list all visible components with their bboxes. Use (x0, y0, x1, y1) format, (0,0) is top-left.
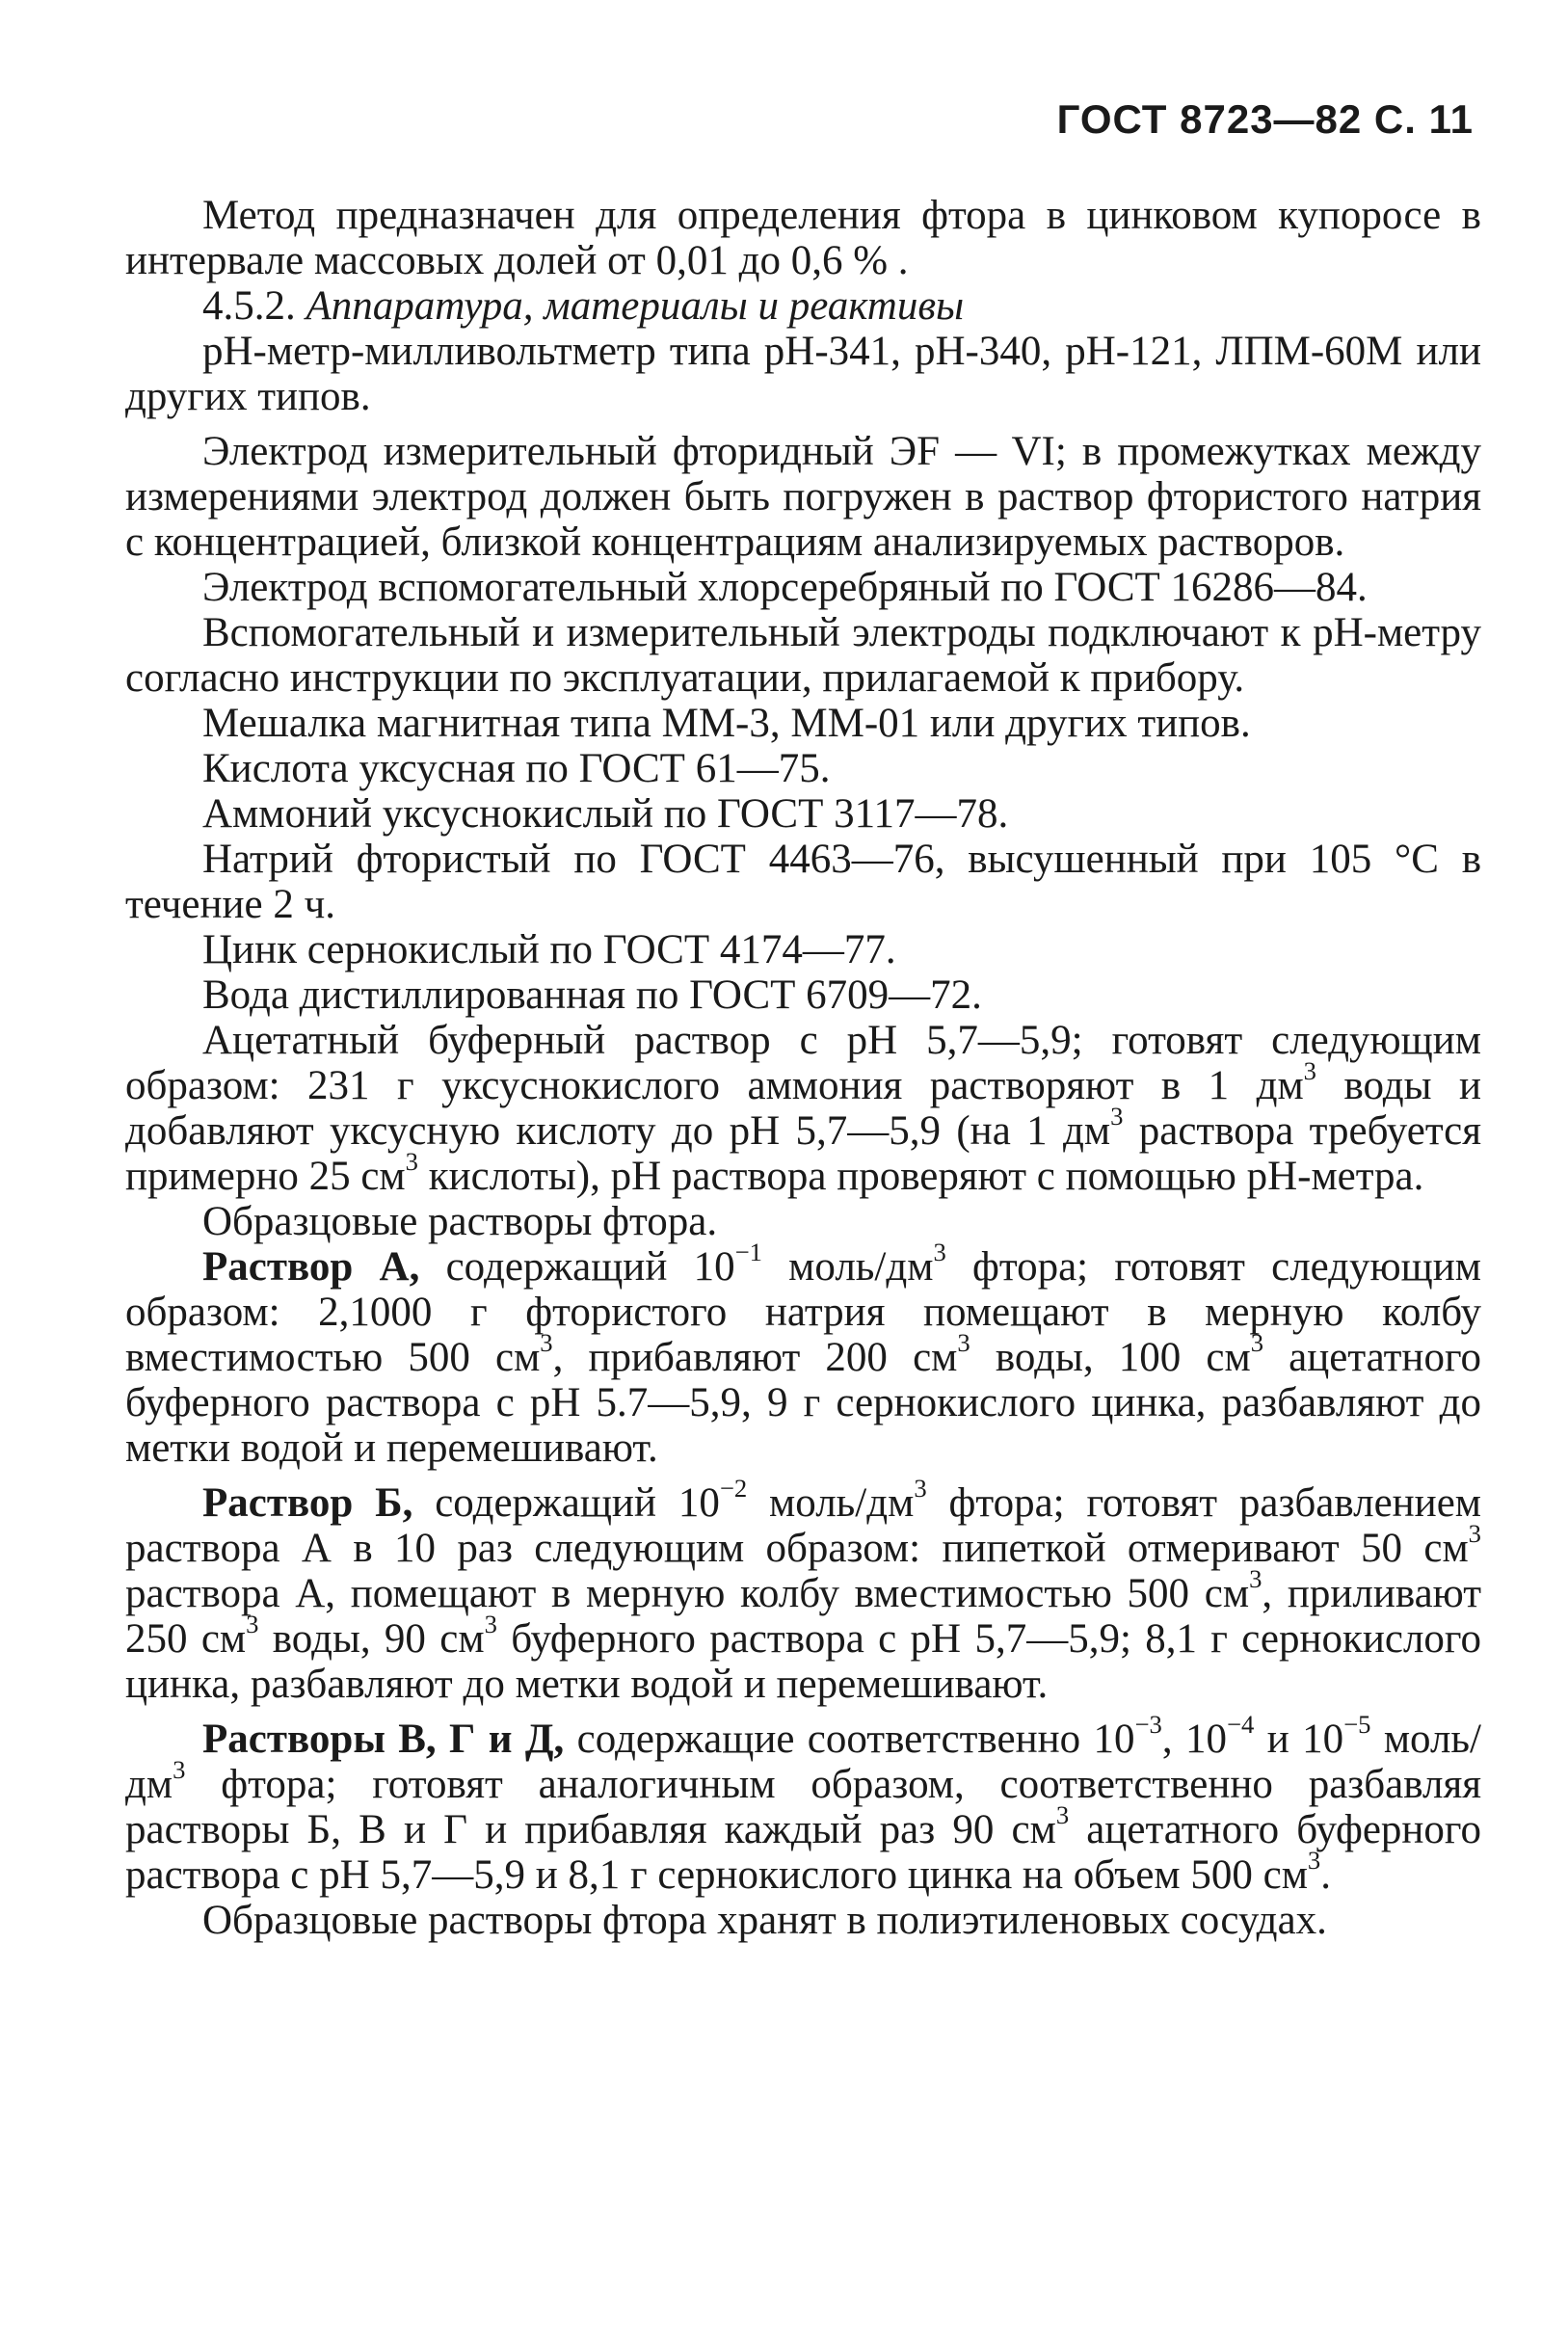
paragraph-solution-b: Раствор Б, содержащий $10^{-2}$ моль/$дм^3$ фтора; готовят разбавлением раствора А в 10 раз следующим образом: пипеткой отмеривают 50 $см^3$ раствора А, помещают в мерную колбу вместимостью 500 $см^3$, приливают 250 $см^3$ воды, 90 $см^3$ буферного раствора с рН 5,7—5,9; 8,1 г сернокислого цинка, разбавляют до метки водой и перемешивают. (125, 1474, 1482, 1707)
paragraph-solution-a: Раствор А, содержащий $10^{-1}$ моль/$дм^3$ фтора; готовят следующим образом: 2,1000 г фтористого натрия помещают в мерную колбу вместимостью 500 $см^3$, прибавляют 200 $см^3$ воды, 100 $см^3$ ацетатного буферного раствора с рН 5.7—5,9, 9 г сернокислого цинка, разбавляют до метки водой и перемешивают. (125, 1238, 1482, 1471)
paragraph-stirrer: Мешалка магнитная типа ММ-3, ММ-01 или других типов. (202, 701, 1251, 746)
paragraph-fluoride-electrode: Электрод измерительный фторидный ЭF — VI; в промежутках между измерениями электрод должен быть погружен в раствор фтористого натрия с концентрацией, близкой концентрациям анализируемых растворов. (125, 429, 1481, 565)
section-number: 4.5.2. (202, 283, 296, 329)
paragraph-solutions-v-g-d: Растворы В, Г и Д, содержащие соответственно $10^{-3}$, $10^{-4}$ и $10^{-5}$ моль/$дм^3$ фтора; готовят аналогичным образом, соответственно разбавляя растворы Б, В и Г и прибавляя каждый раз 90 $см^3$ ацетатного буферного раствора с рН 5,7—5,9 и 8,1 г сернокислого цинка на объем 500 $см^3$. (125, 1710, 1481, 1898)
section-heading (125, 283, 1481, 329)
paragraph-storage: Образцовые растворы фтора хранят в полиэтиленовых сосудах. (202, 1898, 1327, 1943)
paragraph-ammonium-acetate: Аммоний уксуснокислый по ГОСТ 3117—78. (202, 791, 1009, 837)
paragraph-distilled-water: Вода дистиллированная по ГОСТ 6709—72. (202, 972, 982, 1018)
paragraph-electrode-connection: Вспомогательный и измерительный электроды подключают к рН-метру согласно инструкции по эксплуатации, прилагаемой к прибору. (125, 610, 1481, 701)
paragraph-sodium-fluoride: Натрий фтористый по ГОСТ 4463—76, высушенный при 105 °С в течение 2 ч. (125, 837, 1481, 927)
paragraph-acetate-buffer: Ацетатный буферный раствор с рН 5,7—5,9; готовят следующим образом: 231 г уксуснокислого аммония растворяют в 1 $дм^3$ воды и добавляют уксусную кислоту до рН 5,7—5,9 (на 1 $дм^3$ раствора требуется примерно 25 $см^3$ кислоты), рН раствора проверяют с помощью рН-метра. (125, 1018, 1482, 1199)
paragraph-zinc-sulfate: Цинк сернокислый по ГОСТ 4174—77. (202, 927, 896, 972)
paragraph-acetic-acid: Кислота уксусная по ГОСТ 61—75. (202, 746, 831, 791)
section-title: Аппаратура, материалы и реактивы (306, 283, 965, 329)
paragraph-standard-solutions: Образцовые растворы фтора. (202, 1199, 718, 1244)
paragraph-reference-electrode: Электрод вспомогательный хлорсеребряный по ГОСТ 16286—84. (202, 565, 1368, 610)
document-body (125, 193, 1481, 1943)
paragraph-purpose: Метод предназначен для определения фтора в цинковом купоросе в интервале массовых долей от 0,01 до 0,6 % . (125, 193, 1481, 283)
page-header: ГОСТ 8723—82 С. 11 (1056, 96, 1474, 142)
paragraph-ph-meter: pH-метр-милливольтметр типа pH-341, pH-340, pH-121, ЛПМ-60М или других типов. (125, 329, 1481, 419)
